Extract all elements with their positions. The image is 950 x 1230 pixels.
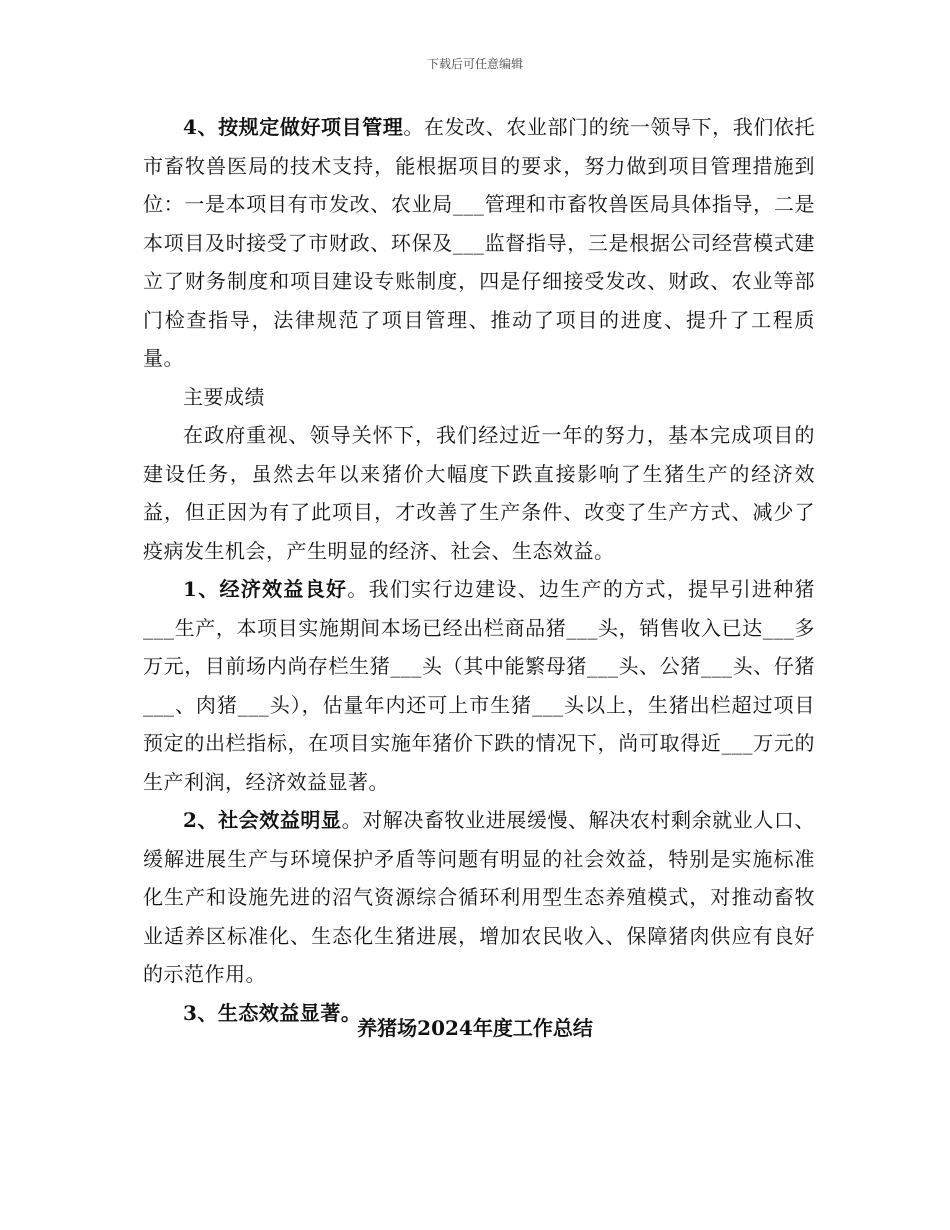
document-title: 养猪场2024年度工作总结 <box>357 1016 593 1040</box>
paragraph-main-achievements <box>143 378 815 417</box>
paragraph-heading: 3、生态效益显著。 <box>183 1000 362 1025</box>
document-body <box>143 108 815 1032</box>
paragraph-text: 。对解决畜牧业进展缓慢、解决农村剩余就业人口、缓解进展生产与环境保护矛盾等问题有明显的社会效益，特别是实施标准化生产和设施先进的沼气资源综合循环利用型生态养殖模式，对推动畜牧业适养区标准化、生态化生猪进展，增加农民收入、保障猪肉供应有良好的示范作用。 <box>143 808 815 986</box>
paragraph-project-management <box>143 108 815 378</box>
paragraph-heading: 1、经济效益良好 <box>183 577 348 601</box>
paragraph-text: 。在发改、农业部门的统一领导下，我们依托市畜牧兽医局的技术支持，能根据项目的要求，努力做到项目管理措施到位：一是本项目有市发改、农业局___管理和市畜牧兽医局具体指导，二是本项目及时接受了市财政、环保及___监督指导，三是根据公司经营模式建立了财务制度和项目建设专账制度，四是仔细接受发改、财政、农业等部门检查指导，法律规范了项目管理、推动了项目的进度、提升了工程质量。 <box>143 115 816 370</box>
page-header: 下载后可任意编辑 <box>426 57 523 71</box>
paragraph-heading: 2、社会效益明显 <box>183 808 342 832</box>
paragraph-text: 。我们实行边建设、边生产的方式，提早引进种猪___生产，本项目实施期间本场已经出栏商品猪___头，销售收入已达___多万元，目前场内尚存栏生猪___头（其中能繁母猪___头、公猪___头、仔猪___、肉猪___头），估量年内还可上市生猪___头以上，生猪出栏超过项目预定的出栏指标，在项目实施年猪价下跌的情况下，尚可取得近___万元的生产利润，经济效益显著。 <box>143 577 816 794</box>
paragraph-social-benefit <box>143 801 815 994</box>
paragraph-overview <box>143 416 815 570</box>
paragraph-text: 主要成绩 <box>183 384 265 409</box>
paragraph-heading: 4、按规定做好项目管理 <box>183 115 404 139</box>
paragraph-text: 在政府重视、领导关怀下，我们经过近一年的努力，基本完成项目的建设任务，虽然去年以来猪价大幅度下跌直接影响了生猪生产的经济效益，但正因为有了此项目，才改善了生产条件、改变了生产方式、减少了疫病发生机会，产生明显的经济、社会、生态效益。 <box>143 423 815 563</box>
paragraph-economic-benefit <box>143 570 815 801</box>
